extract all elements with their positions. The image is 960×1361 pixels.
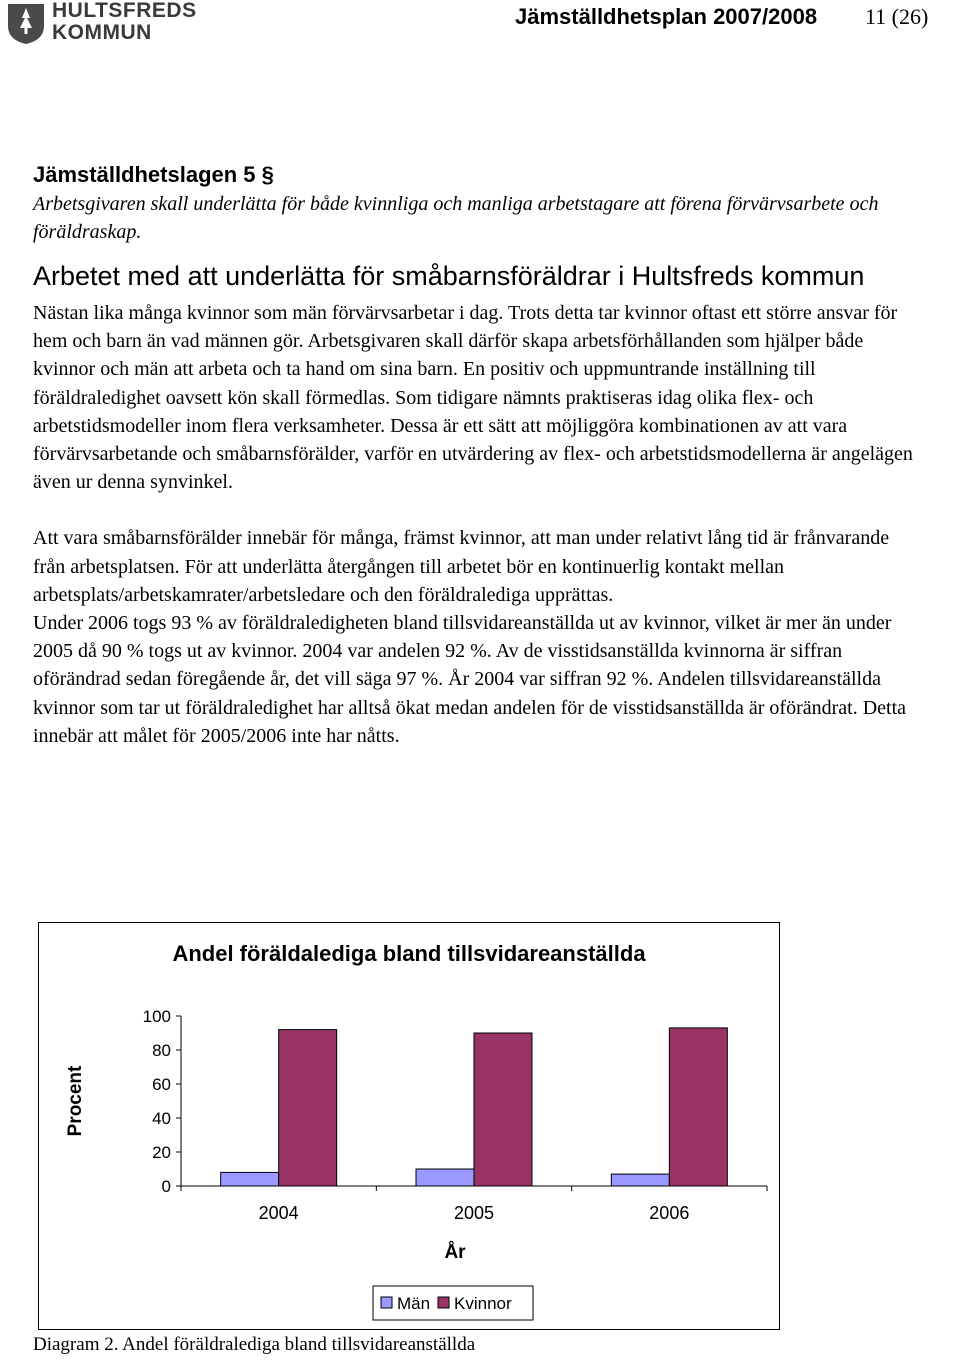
bar-kvinnor-2006: [669, 1028, 727, 1186]
chart-title: Andel föräldalediga bland tillsvidareanställda: [172, 941, 646, 966]
x-axis-label: År: [444, 1242, 466, 1263]
x-tick-label: 2004: [258, 1203, 299, 1223]
section-heading-parents: Arbetet med att underlätta för småbarnsföräldrar i Hultsfreds kommun: [33, 261, 865, 291]
bar-kvinnor-2004: [279, 1030, 337, 1186]
chart-container: [38, 922, 780, 1330]
page-header: [0, 0, 960, 60]
section-heading-law: Jämställdhetslagen 5 §: [33, 162, 274, 187]
logo-emblem-icon: [4, 0, 48, 46]
paragraph-3: Under 2006 togs 93 % av föräldraledigheten bland tillsvidareanställda ut av kvinnor, vilket är mer än under 2005 då 90 % togs ut av kvinnor. 2004 var andelen 92 %. Av de visstidsanställda kvinnorna är siffran oförändrad sedan föregående år, det vill säga 97 %. År 2004 var siffran 92 %. Andelen tillsvidareanställda kvinnor som tar ut föräldraledighet har alltså ökat medan andelen för de visstidsanställda är oförändrat. Detta innebär att målet för 2005/2006 inte har nåtts.: [33, 612, 907, 747]
chart-caption: Diagram 2. Andel föräldralediga bland tillsvidareanställda: [33, 1334, 476, 1355]
bar-män-2004: [221, 1172, 279, 1186]
y-tick-label: 60: [152, 1075, 171, 1094]
bar-män-2006: [611, 1174, 669, 1186]
bar-män-2005: [416, 1169, 474, 1186]
bar-chart: [39, 923, 779, 1329]
y-tick-label: 40: [152, 1109, 171, 1128]
law-quote: Arbetsgivaren skall underlätta för både kvinnliga och manliga arbetstagare att förena förvärvsarbete och föräldraskap.: [33, 193, 879, 243]
y-tick-label: 20: [152, 1143, 171, 1162]
paragraph-1: Nästan lika många kvinnor som män förvärvsarbetar i dag. Trots detta tar kvinnor oftast ett större ansvar för hem och barn än vad männen gör. Arbetsgivaren skall därför skapa arbetsförhållanden som hjälper både kvinnor och män att arbeta och ta hand om sina barn. En positiv och uppmuntrande inställning till föräldraledighet oavsett kön skall förmedlas. Som tidigare nämnts praktiseras idag olika flex- och arbetstidsmodeller inom flera verksamheter. Dessa är ett sätt att möjliggöra kombinationen av att vara förvärvsarbetande och småbarnsförälder, varför en utvärdering av flex- och arbetstidsmodellerna är angelägen även ur denna synvinkel.: [33, 302, 913, 494]
municipality-logo: [4, 0, 204, 50]
legend-swatch-kvinnor: [438, 1297, 449, 1308]
paragraph-2: Att vara småbarnsförälder innebär för många, främst kvinnor, att man under relativt lång tid är frånvarande från arbetsplatsen. För att underlätta återgången till arbetet bör en kontinuerlig kontakt mellan arbetsplats/arbetskamrater/arbetsledare och den föräldralediga upprättas.: [33, 527, 890, 606]
bar-kvinnor-2005: [474, 1033, 532, 1186]
document-title: Jämställdhetsplan 2007/2008: [515, 4, 818, 29]
logo-line-1: HULTSFREDS: [52, 0, 197, 22]
legend-label-män: Män: [397, 1294, 431, 1313]
x-tick-label: 2006: [649, 1203, 690, 1223]
legend-label-kvinnor: Kvinnor: [454, 1294, 512, 1313]
y-tick-label: 80: [152, 1041, 171, 1060]
x-tick-label: 2005: [453, 1203, 495, 1223]
y-axis-label: Procent: [65, 1065, 86, 1137]
y-tick-label: 100: [142, 1007, 171, 1026]
page-number: 11 (26): [865, 4, 929, 29]
logo-text: [52, 0, 197, 44]
y-tick-label: 0: [161, 1177, 171, 1196]
main-content: [33, 160, 923, 750]
legend-swatch-män: [381, 1297, 392, 1308]
logo-line-2: KOMMUN: [52, 21, 152, 44]
